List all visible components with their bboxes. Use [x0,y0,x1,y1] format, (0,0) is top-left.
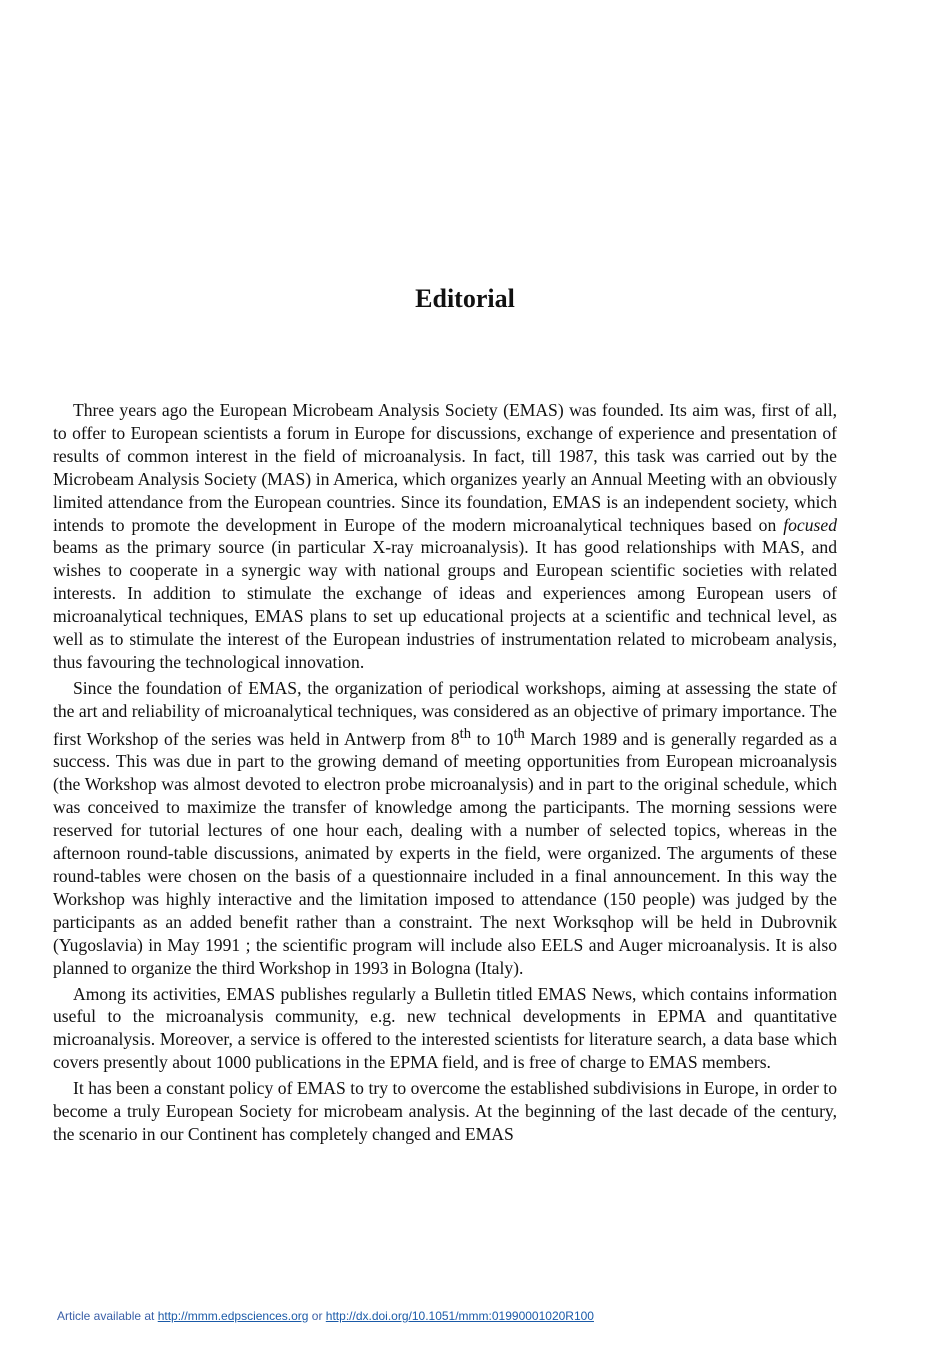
article-title: Editorial [415,284,515,313]
journal-link[interactable]: http://mmm.edpsciences.org [157,1309,309,1323]
emphasis-focused: focused [783,514,837,535]
article-body [53,399,837,1149]
footer-separator: or [308,1309,326,1323]
paragraph-1-text-a: Three years ago the European Microbeam Analysis Society (EMAS) was founded. Its aim was, first of all, to offer to European scientists a forum in Europe for discussions, exchange of experience and presentation of results of common interest in the field of microanalysis. In fact, till 1987, this task was carried out by the Microbeam Analysis Society (MAS) in America, which organizes yearly an Annual Meeting with an obviously limited attendance from the European countries. Since its foundation, EMAS is an independent society, which intends to promote the development in Europe of the modern microanalytical techniques based on [53,400,837,535]
paragraph-1 [53,399,837,674]
paragraph-1-text-b: beams as the primary source (in particular X-ray microanalysis). It has good relationships with MAS, and wishes to cooperate in a synergic way with national groups and European scientific societies with related interests. In addition to stimulate the exchange of ideas and experiences among European users of microanalytical techniques, EMAS plans to set up educational projects at a scientific and technical level, as well as to stimulate the interest of the European industries of instrumentation related to microbeam analysis, thus favouring the technological innovation. [53,537,837,672]
paragraph-2 [53,677,837,980]
superscript-th: th [459,725,472,742]
paragraph-2-text-b: to 10 [471,728,514,749]
paragraph-2-text-a: Since the foundation of EMAS, the organization of periodical workshops, aiming at assessing the state of the art and reliability of microanalytical techniques, was considered as an objective of primary importance. The first Workshop of the series was held in Antwerp from 8 [53,677,837,749]
paragraph-3: Among its activities, EMAS publishes regularly a Bulletin titled EMAS News, which contains information useful to the microanalysis community, e.g. new technical developments in EPMA and quantitative microanalysis. Moreover, a service is offered to the interested scientists for literature search, a data base which covers presently about 1000 publications in the EPMA field, and is free of charge to EMAS members. [53,983,837,1073]
article-availability-footer [57,1309,594,1323]
footer-prefix: Article available at [57,1309,158,1323]
superscript-th: th [513,725,525,742]
paragraph-2-text-c: March 1989 and is generally regarded as a success. This was due in part to the growing demand of meeting opportunities from European microanalysis (the Workshop was almost devoted to electron probe microanalysis) and in part to the original schedule, which was conceived to maximize the transfer of knowledge among the participants. The morning sessions were reserved for tutorial lectures of one hour each, dealing with a number of selected topics, whereas in the afternoon round-table discussions, animated by experts in the field, were organized. The arguments of these round-tables were chosen on the basis of a questionnaire included in a final announcement. In this way the Workshop was highly interactive and the limitation imposed to attendance (150 people) was judged by the participants as an added benefit rather than a constraint. The next Worksqhop will be held in Dubrovnik (Yugoslavia) in May 1991 ; the scientific program will include also EELS and Auger microanalysis. It is also planned to organize the third Workshop in 1993 in Bologna (Italy). [53,728,838,978]
doi-link[interactable]: http://dx.doi.org/10.1051/mmm:01990001020R100 [325,1309,594,1323]
paragraph-4: It has been a constant policy of EMAS to try to overcome the established subdivisions in Europe, in order to become a truly European Society for microbeam analysis. At the beginning of the last decade of the century, the scenario in our Continent has completely changed and EMAS [53,1078,837,1144]
